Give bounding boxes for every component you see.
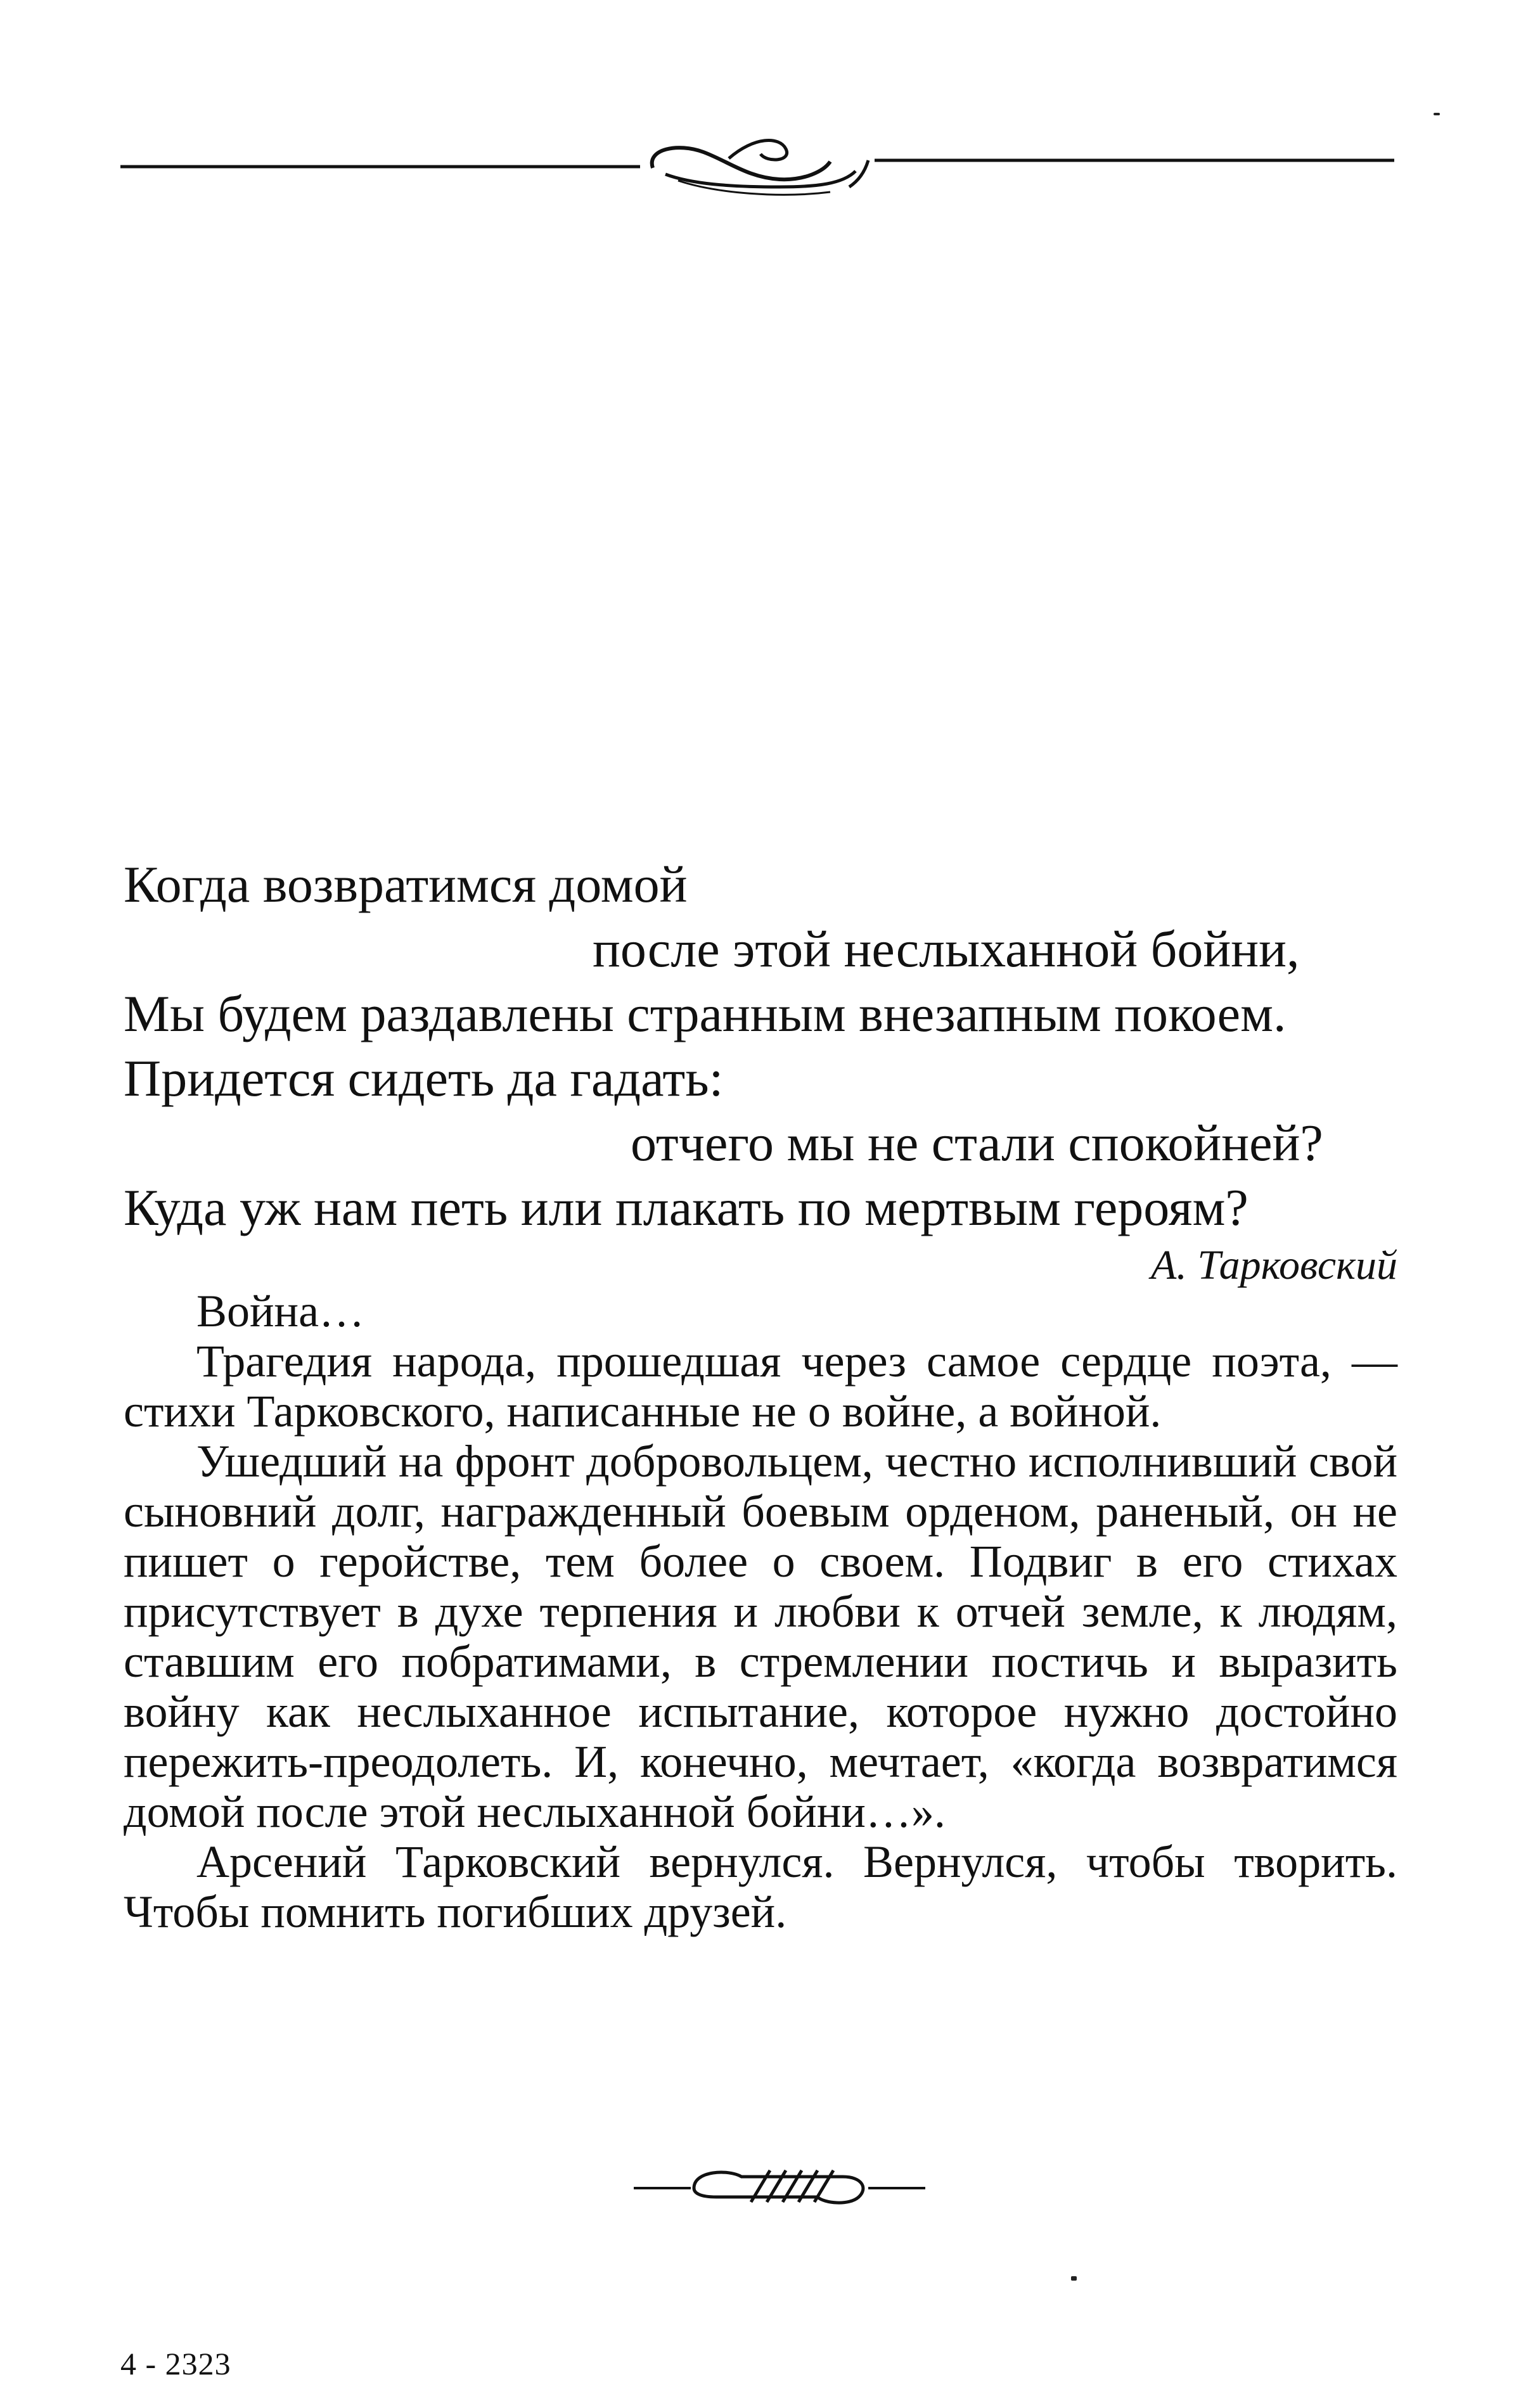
print-speck [1434, 113, 1440, 115]
poem-line: после этой неслыханной бойни, [593, 920, 1300, 978]
poem-line: Придется сидеть да гадать: [124, 1049, 724, 1107]
poem-line: Когда возвратимся домой [124, 855, 688, 913]
body-paragraph: Война… [196, 1286, 365, 1336]
bottom-flourish-ornament [634, 2158, 925, 2215]
epigraph-author: А. Тарковский [1151, 1242, 1397, 1288]
body-paragraph: Ушедший на фронт добровольцем, честно исполнивший свой сыновний долг, награжденный боевым орденом, раненый, он не пишет о геройстве, тем более о своем. Подвиг в его стихах присутствует в духе терпения и любви к отчей земле, к людям, ставшим его побратимами, в стремлении постичь и выразить войну как неслыханное испытание, которое нужно достойно пережить-преодолеть. И, конечно, мечтает, «когда возвратимся домой после этой неслыханной бойни…». [124, 1436, 1397, 1837]
printer-signature: 4 - 2323 [120, 2346, 231, 2381]
poem-line: Мы будем раздавлены странным внезапным покоем. [124, 985, 1287, 1042]
body-paragraph: Арсений Тарковский вернулся. Вернулся, чтобы творить. Чтобы помнить погибших друзей. [124, 1836, 1397, 1937]
flourish-icon [120, 124, 1394, 206]
body-paragraph: Трагедия народа, прошедшая через самое сердце поэта, — стихи Тарковского, написанные не о войне, а войной. [124, 1336, 1397, 1437]
epigraph-poem [124, 852, 1397, 1292]
print-speck [1071, 2276, 1077, 2281]
poem-line: Куда уж нам петь или плакать по мертвым героям? [124, 1179, 1248, 1236]
top-flourish-ornament [120, 124, 1394, 206]
small-flourish-icon [634, 2158, 925, 2215]
poem-line: отчего мы не стали спокойней? [631, 1114, 1323, 1172]
body-text [124, 1286, 1397, 1937]
